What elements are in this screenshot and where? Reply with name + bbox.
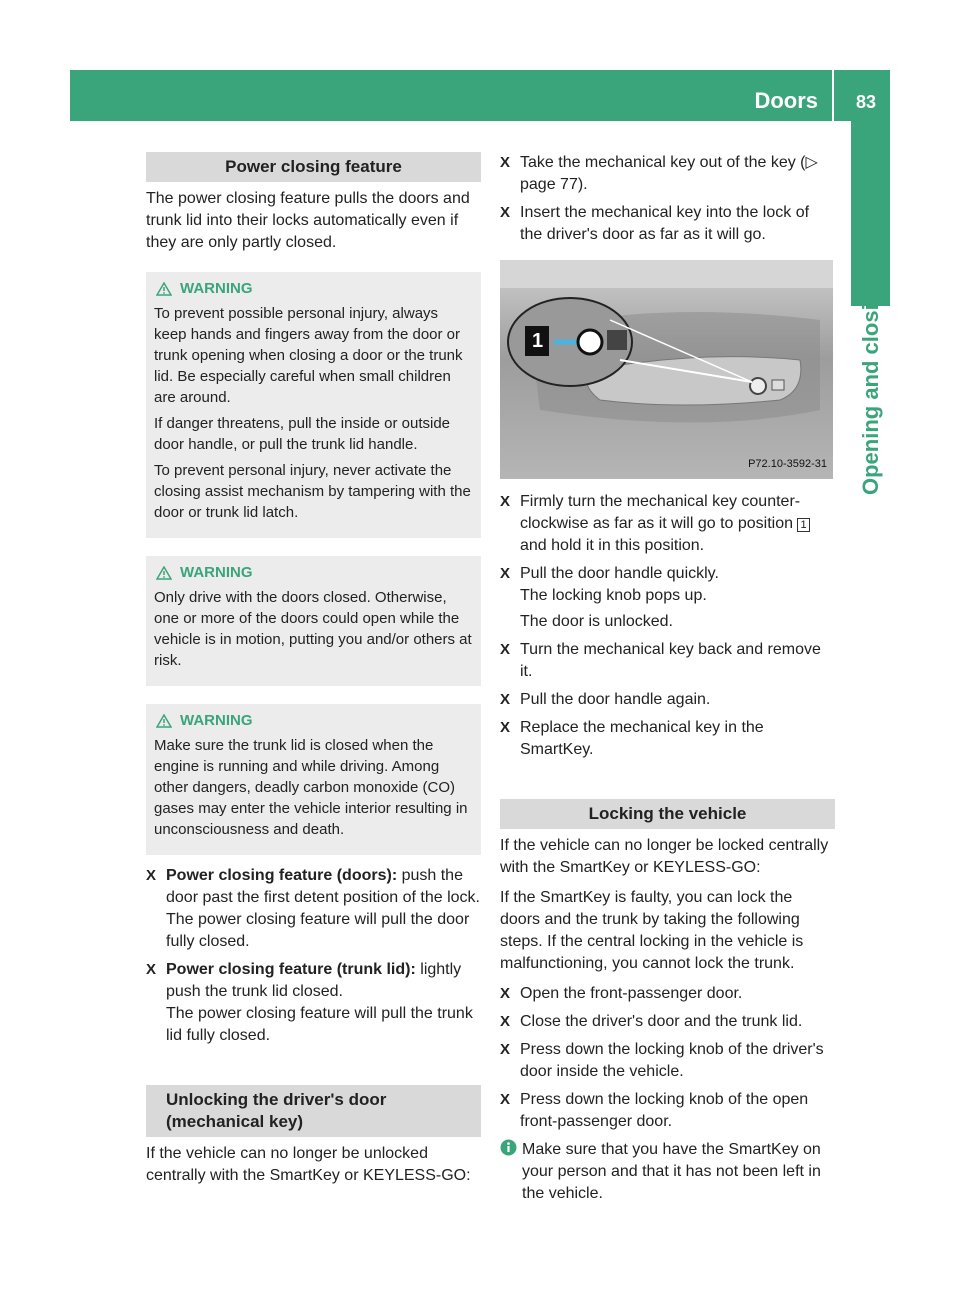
info-text: Make sure that you have the SmartKey on your person and that it has not been left in the vehicle. (522, 1141, 821, 1202)
warning-title: WARNING (180, 712, 253, 729)
left-column (146, 152, 481, 1195)
warning-text: Make sure the trunk lid is closed when the engine is running and while driving. Among other dangers, deadly carbon monoxide (CO) gases may enter the vehicle interior resulting in unconsciousness and death. (154, 737, 468, 838)
warning-triangle-icon (156, 714, 172, 728)
warning-text: If danger threatens, pull the inside or outside door handle, or pull the trunk lid handle. (154, 415, 451, 453)
step-marker-icon: X (500, 565, 511, 582)
locking-paragraph: If the SmartKey is faulty, you can lock the doors and the trunk by taking the following steps. If the central locking in the vehicle is malfunctioning, you cannot lock the trunk. (500, 889, 804, 972)
info-note (500, 1139, 835, 1205)
step-result: The power closing feature will pull the door fully closed. (166, 911, 470, 950)
step-marker-icon: X (500, 204, 511, 221)
step-marker-icon: X (146, 961, 157, 978)
list-item (146, 959, 481, 1047)
locking-heading: Locking the vehicle (500, 799, 835, 829)
unlocking-heading: Unlocking the driver's door (mechanical key) (146, 1085, 481, 1137)
step-marker-icon: X (500, 154, 511, 171)
step-text: Take the mechanical key out of the key (▷ page 77). (520, 154, 818, 193)
step-bold: Power closing feature (doors): (166, 867, 398, 884)
list-item (500, 1089, 835, 1133)
power-closing-intro: The power closing feature pulls the doors and trunk lid into their locks automatically even if they are only partly closed. (146, 190, 470, 251)
right-column (500, 152, 835, 1205)
step-marker-icon: X (500, 1091, 511, 1108)
header-divider (832, 70, 834, 121)
page-header (70, 70, 890, 121)
warning-triangle-icon (156, 566, 172, 580)
list-item (500, 202, 835, 246)
step-text: Firmly turn the mechanical key counter-clockwise as far as it will go to position (520, 493, 801, 532)
step-text: Press down the locking knob of the open front-passenger door. (520, 1091, 809, 1130)
list-item (500, 491, 835, 557)
warning-title: WARNING (180, 564, 253, 581)
unlocking-intro: If the vehicle can no longer be unlocked centrally with the SmartKey or KEYLESS-GO: (146, 1145, 471, 1184)
warning-box (146, 556, 481, 686)
section-title: Doors (754, 88, 818, 113)
step-marker-icon: X (500, 641, 511, 658)
step-text: Open the front-passenger door. (520, 985, 743, 1002)
chapter-label-text: Opening and closing (858, 277, 883, 495)
list-item (500, 1039, 835, 1083)
page-number: 83 (855, 92, 876, 112)
door-handle-illustration (500, 260, 833, 479)
warning-triangle-icon (156, 282, 172, 296)
step-result: The locking knob pops up. (520, 587, 707, 604)
door-handle-drawing (500, 260, 833, 479)
figure-callout: 1 (532, 330, 544, 352)
list-item (500, 717, 835, 761)
step-text: Pull the door handle again. (520, 691, 711, 708)
info-icon (500, 1139, 517, 1156)
step-result: The power closing feature will pull the trunk lid fully closed. (166, 1005, 473, 1044)
warning-box (146, 272, 481, 538)
step-text: Close the driver's door and the trunk lid. (520, 1013, 803, 1030)
list-item (500, 1011, 835, 1033)
step-text: lightly push the trunk lid closed. (166, 961, 462, 1000)
step-text: push the door past the first detent position of the lock. (166, 867, 480, 906)
figure-code: P72.10-3592-31 (748, 458, 827, 470)
step-text: and hold it in this position. (520, 537, 705, 554)
warning-box (146, 704, 481, 855)
step-marker-icon: X (500, 691, 511, 708)
power-closing-heading: Power closing feature (146, 152, 481, 182)
list-item (500, 983, 835, 1005)
list-item (500, 152, 835, 196)
warning-text: To prevent personal injury, never activate the closing assist mechanism by tampering with the door or trunk lid latch. (154, 462, 471, 521)
step-bold: Power closing feature (trunk lid): (166, 961, 416, 978)
step-text: Turn the mechanical key back and remove it. (520, 641, 821, 680)
list-item (500, 639, 835, 683)
list-item (500, 689, 835, 711)
step-marker-icon: X (500, 985, 511, 1002)
step-marker-icon: X (500, 493, 511, 510)
step-marker-icon: X (146, 867, 157, 884)
locking-intro: If the vehicle can no longer be locked centrally with the SmartKey or KEYLESS-GO: (500, 837, 829, 876)
step-marker-icon: X (500, 1013, 511, 1030)
step-result: The door is unlocked. (520, 613, 673, 630)
warning-title: WARNING (180, 280, 253, 297)
list-item (500, 563, 835, 633)
position-key-badge: 1 (797, 518, 809, 532)
step-text: Press down the locking knob of the driver's door inside the vehicle. (520, 1041, 824, 1080)
list-item (146, 865, 481, 953)
step-marker-icon: X (500, 719, 511, 736)
step-marker-icon: X (500, 1041, 511, 1058)
step-text: Insert the mechanical key into the lock of the driver's door as far as it will go. (520, 204, 810, 243)
step-text: Replace the mechanical key in the SmartKey. (520, 719, 764, 758)
step-text: Pull the door handle quickly. (520, 565, 719, 582)
warning-text: To prevent possible personal injury, always keep hands and fingers away from the door or trunk opening when closing a door or the trunk lid. Be especially careful when small children are around. (154, 305, 463, 406)
warning-text: Only drive with the doors closed. Otherwise, one or more of the doors could open while the vehicle is in motion, putting you and/or others at risk. (154, 589, 472, 669)
